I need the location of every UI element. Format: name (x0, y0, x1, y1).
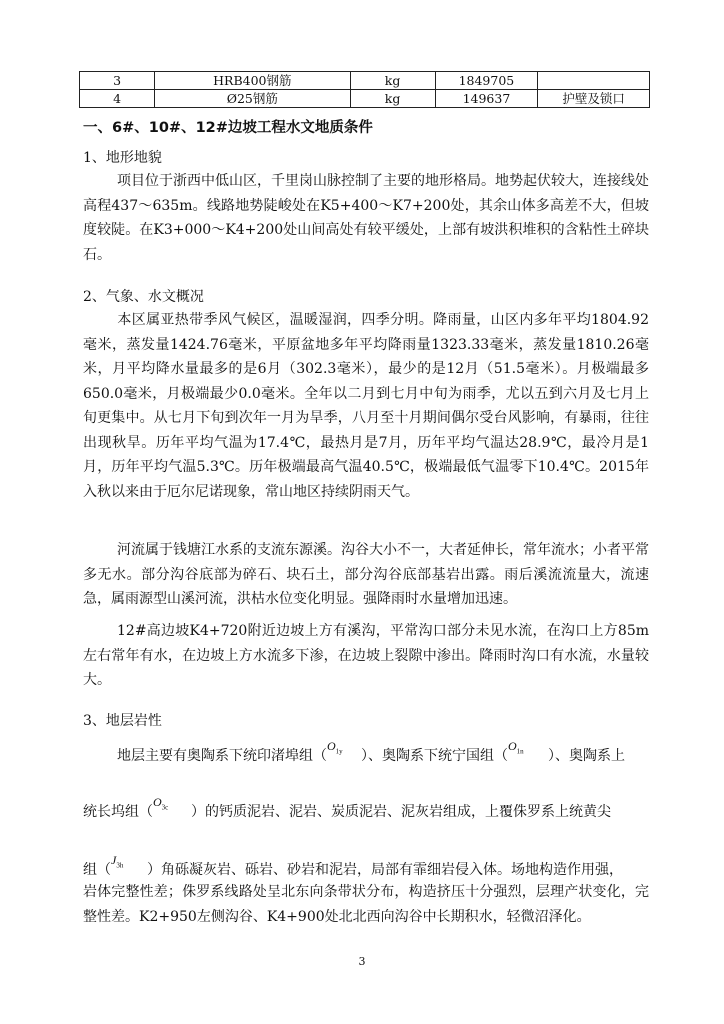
paragraph-slope-water (83, 619, 649, 693)
symbol-subscript: 1y (335, 747, 343, 756)
text-span: ）、奥陶系下统宁国组（ (361, 748, 508, 764)
table-cell (538, 72, 650, 90)
table-cell: 1849705 (435, 72, 538, 90)
table-cell: 3 (80, 72, 155, 90)
table-cell: HRB400钢筋 (155, 72, 350, 90)
table-cell: Ø25钢筋 (155, 90, 350, 108)
formation-symbol (508, 739, 548, 755)
symbol-letter: O (327, 739, 336, 753)
table-cell: 4 (80, 90, 155, 108)
paragraph-river (83, 538, 649, 612)
formation-symbol (327, 739, 361, 755)
text-span: ）的钙质泥岩、泥岩、炭质泥岩、泥灰岩组成，上覆侏罗系上统黄尖 (191, 804, 611, 820)
text-span: ）、奥陶系上 (548, 748, 625, 764)
table-row (80, 90, 650, 108)
formation-symbol (111, 853, 147, 869)
text-span: 组（ (83, 862, 111, 878)
paragraph-terrain (83, 169, 649, 267)
paragraph-text: 河流属于钱塘江水系的支流东源溪。沟谷大小不一，大者延伸长，常年流水；小者平常多无水。部分沟谷底部为碎石、块石土，部分沟谷底部基岩出露。雨后溪流流量大，流速急，属雨源型山溪河流，洪枯水位变化明显。强降雨时水量增加迅速。 (83, 542, 649, 607)
text-span: 统长坞组（ (83, 804, 153, 820)
symbol-subscript: 3c (161, 803, 169, 812)
materials-table (79, 71, 650, 108)
symbol-letter: J (111, 853, 117, 867)
symbol-letter: O (153, 795, 162, 809)
symbol-letter: O (508, 739, 517, 753)
text-span: ）角砾凝灰岩、砾岩、砂岩和泥岩，局部有霏细岩侵入体。场地构造作用强， (147, 862, 623, 878)
table-cell: 149637 (435, 90, 538, 108)
strata-line-3 (83, 853, 623, 879)
paragraph-text: 12#高边坡K4+720附近边坡上方有溪沟，平常沟口部分未见水流，在沟口上方85m左右常年有水，在边坡上方水流多下渗，在边坡上裂隙中渗出。降雨时沟口有水流，水量较大。 (83, 623, 649, 688)
paragraph-strata-end: 岩体完整性差；侏罗系线路处呈北东向条带状分布，构造挤压十分强烈，层理产状变化，完整性差。K2+950左侧沟谷、K4+900处北北西向沟谷中长期积水，轻微沼泽化。 (83, 884, 649, 925)
symbol-subscript: 3h (116, 861, 124, 870)
section-title: 一、6#、10#、12#边坡工程水文地质条件 (83, 120, 373, 136)
subsection-title-terrain: 1、地形地貌 (83, 150, 162, 166)
strata-line-1 (83, 739, 625, 765)
paragraph-text: 本区属亚热带季风气候区，温暖湿润，四季分明。降雨量，山区内多年平均1804.92毫米，蒸发量1424.76毫米，平原盆地多年平均降雨量1323.33毫米，蒸发量1810.26毫米，月平均降水量最多的是6月（302.3毫米），最少的是12月（51.5毫米）。月极端最多650.0毫米，月极端最少0.0毫米。全年以二月到七月中旬为雨季，尤以五到六月及七月上旬更集中。从七月下旬到次年一月为旱季，八月至十月期间偶尔受台风影响，有暴雨，往往出现秋旱。历年平均气温为17.4℃，最热月是7月，历年平均气温达28.9℃，最冷月是1月，历年平均气温5.3℃。历年极端最高气温40.5℃，极端最低气温零下10.4℃。2015年入秋以来由于厄尔尼诺现象，常山地区持续阴雨天气。 (83, 312, 649, 500)
paragraph-text: 项目位于浙西中低山区，千里岗山脉控制了主要的地形格局。地势起伏较大，连接线处高程437～635m。线路地势陡峻处在K5+400～K7+200处，其余山体多高差不大，但坡度较陡。在K3+000～K4+200处山间高处有较平缓处，上部有坡洪积堆积的含粘性土碎块石。 (83, 173, 649, 263)
text-span: 地层主要有奥陶系下统印渚埠组（ (117, 748, 327, 764)
formation-symbol (153, 795, 191, 811)
paragraph-climate (83, 308, 649, 504)
page-number: 3 (358, 955, 366, 968)
table-cell: 护壁及锁口 (538, 90, 650, 108)
symbol-subscript: 1n (516, 747, 524, 756)
subsection-title-strata: 3、地层岩性 (83, 713, 162, 729)
table-cell: kg (350, 72, 435, 90)
strata-line-2 (83, 795, 611, 821)
table-row (80, 72, 650, 90)
table-cell: kg (350, 90, 435, 108)
subsection-title-climate: 2、气象、水文概况 (83, 289, 204, 305)
